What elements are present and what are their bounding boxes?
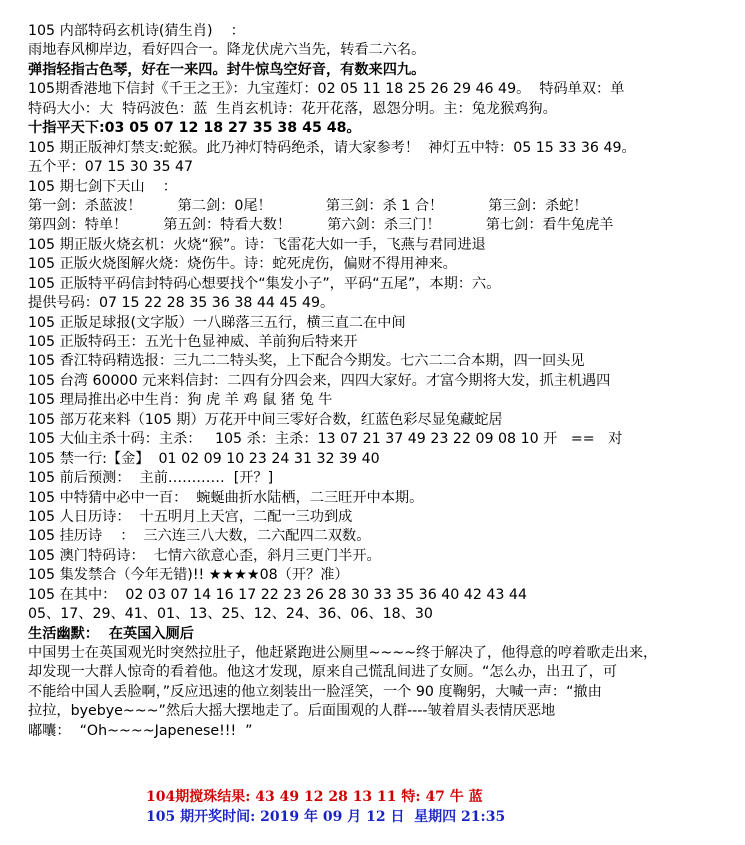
text-line: 105 期正版神灯禁支:蛇猴。此乃神灯特码绝杀，请大家参考！ 神灯五中特：05 15 33 36 49。 — [28, 139, 636, 156]
text-line: 105 禁一行:【金】 01 02 09 10 23 24 31 32 39 40 — [28, 450, 380, 467]
text-line: 105 台湾 60000 元来料信封：二四有分四会来，四四大家好。才富今期将大发，抓主机遇四 — [28, 372, 611, 389]
text-line: 105期香港地下信封《千王之王》：九宝莲灯：02 05 11 18 25 26 29 46 49。 特码单双：单 — [28, 81, 625, 98]
text-line: 105 部万花来料（105 期）万花开中间三零好合数，红蓝色彩尽显兔藏蛇居 — [28, 411, 503, 428]
text-line: 却发现一大群人惊奇的看着他。他这才发现，原来自己慌乱间进了女厕。“怎么办，出丑了，可 — [28, 664, 618, 681]
text-line: 105 期七剑下天山 ： — [28, 178, 177, 195]
text-body — [28, 22, 740, 741]
text-line: 105 澳门特码诗： 七情六欲意心歪，斜月三更门半开。 — [28, 547, 381, 564]
text-line: 五个平：07 15 30 35 47 — [28, 159, 194, 176]
text-line: 105 前后预测： 主前………… [开？] — [28, 470, 274, 487]
text-line: 提供号码：07 15 22 28 35 36 38 44 45 49。 — [28, 295, 335, 312]
text-line: 雨地春风柳岸边，看好四合一。降龙伏虎六当先，转看二六名。 — [28, 42, 426, 59]
text-line: 105 正版足球报(文字版）一八睇落三五行，横三直二在中间 — [28, 314, 406, 331]
text-line: 拉拉，byebye~~~”然后大摇大摆地走了。后面围观的人群----皱着眉头表情厌恶地 — [28, 703, 556, 720]
text-line: 105 人日历诗： 十五明月上天宫，二配一三功到成 — [28, 508, 353, 525]
text-line: 105 中特猜中必中一百： 蜿蜒曲折水陆栖，二三旺开中本期。 — [28, 489, 424, 506]
text-line: 105 内部特码玄机诗(猜生肖) ： — [28, 23, 245, 39]
previous-draw-result: 104期搅珠结果: 43 49 12 28 13 11 特: 47 牛 蓝 — [146, 789, 483, 805]
text-line: 中国男士在英国观光时突然拉肚子，他赶紧跑进公厕里~~~~终于解决了，他得意的哼着歌走出来， — [28, 645, 658, 661]
text-line: 105 挂历诗 ： 三六连三八大数，二六配四二双数。 — [28, 528, 371, 545]
text-line: 105 正版特码王：五光十色显神威、羊前狗后特来开 — [28, 334, 358, 350]
text-line: 105 大仙主杀十码：主杀： 105 杀：主杀：13 07 21 37 49 23 22 09 08 10 开 == 对 — [28, 431, 623, 448]
text-line: 105 正版火烧图解火烧：烧伤牛。诗：蛇死虎伤，偏财不得用神来。 — [28, 256, 457, 273]
text-line: 105 香江特码精选报：三九二二特头奖，上下配合今期发。七六二二合本期，四一回头见 — [28, 353, 585, 370]
next-draw-time: 105 期开奖时间: 2019 年 09 月 12 日 星期四 21:35 — [146, 809, 506, 825]
text-line: 105 集发禁合（今年无错)!! ★★★★08（开？准） — [28, 567, 349, 584]
text-line: 05、17、29、41、01、13、25、12、24、36、06、18、30 — [28, 606, 433, 623]
text-line: 十指平天下:03 05 07 12 18 27 35 38 45 48。 — [28, 120, 361, 137]
text-line: 特码大小：大 特码波色：蓝 生肖玄机诗：花开花落，恩怨分明。主：兔龙猴鸡狗。 — [28, 100, 557, 117]
text-line: 105 在其中： 02 03 07 14 16 17 22 23 26 28 30 33 35 36 40 42 43 44 — [28, 586, 527, 603]
text-line: 105 正版特平码信封特码心想要找个“集发小子”，平码“五尾”，本期：六。 — [28, 275, 501, 292]
text-line: 第一剑：杀蓝波！ 第二剑：0尾！ 第三剑：杀 1 合！ 第三剑：杀蛇！ — [28, 197, 588, 214]
text-line: 105 理局推出必中生肖：狗 虎 羊 鸡 鼠 猪 兔 牛 — [28, 392, 333, 409]
text-line: 第四剑：特单！ 第五剑：特看大数！ 第六剑：杀三门！ 第七剑：看牛兔虎羊 — [28, 217, 614, 234]
text-line: 弹指轻指古色琴，好在一来四。封牛惊鸟空好音，有数来四九。 — [28, 61, 426, 78]
text-line: 105 期正版火烧玄机：火烧“猴”。诗：飞雷花大如一手，飞燕与君同进退 — [28, 236, 486, 253]
text-line: 生活幽默： 在英国入厕后 — [28, 625, 194, 642]
text-line: 不能给中国人丢脸啊，”反应迅速的他立刻装出一脸淫笑，一个 90 度鞠躬，大喊一声：“撤由 — [28, 683, 602, 700]
text-line: 嘟囔： “Oh~~~~Japenese!!! ” — [28, 722, 253, 739]
